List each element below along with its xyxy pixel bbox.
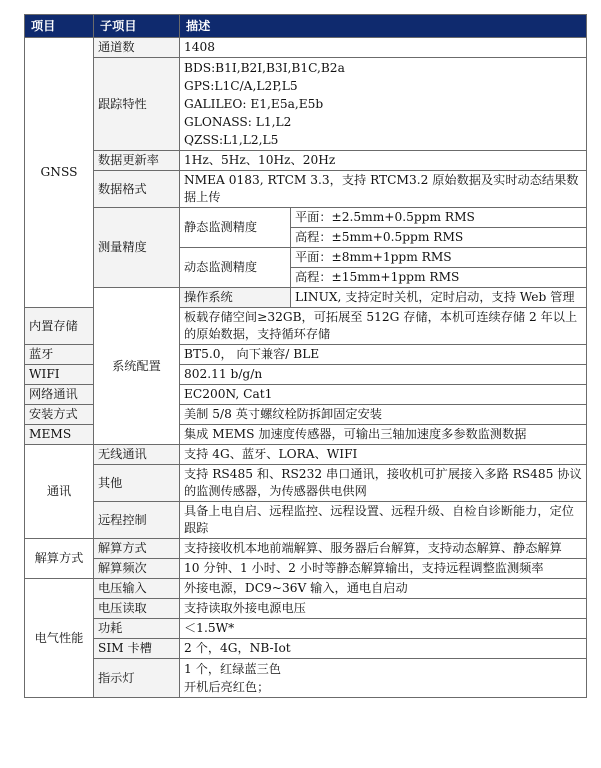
tracking-line: GALILEO: E1,E5a,E5b xyxy=(184,97,324,111)
subitem-label: 网络通讯 xyxy=(25,385,94,405)
subitem-label: 解算方式 xyxy=(94,539,180,559)
subitem-label: 安装方式 xyxy=(25,405,94,425)
description-cell: 支持 RS485 和、RS232 串口通讯，接收机可扩展接入多路 RS485 协议的监测传感器，为传感器供电供网 xyxy=(180,465,587,502)
accuracy-value: 高程：±15mm+1ppm RMS xyxy=(291,268,587,288)
table-row xyxy=(25,619,587,639)
subitem-label: SIM 卡槽 xyxy=(94,639,180,659)
category-electrical: 电气性能 xyxy=(25,579,94,698)
table-row xyxy=(25,539,587,559)
table-row xyxy=(25,465,587,502)
table-row xyxy=(25,208,587,228)
description-cell: LINUX, 支持定时关机，定时启动，支持 Web 管理 xyxy=(291,288,587,308)
subitem-label: 跟踪特性 xyxy=(94,58,180,151)
table-row xyxy=(25,171,587,208)
accuracy-static-label: 静态监测精度 xyxy=(180,208,291,248)
subitem-label: 电压输入 xyxy=(94,579,180,599)
subitem-label: 数据格式 xyxy=(94,171,180,208)
description-cell: 集成 MEMS 加速度传感器，可输出三轴加速度多参数监测数据 xyxy=(180,425,587,445)
description-cell: 板载存储空间≥32GB，可拓展至 512G 存储，本机可连续存储 2 年以上的原始数据，支持循环存储 xyxy=(180,308,587,345)
table-row xyxy=(25,38,587,58)
description-cell: 支持 4G、蓝牙、LORA、WIFI xyxy=(180,445,587,465)
category-solve: 解算方式 xyxy=(25,539,94,579)
table-row xyxy=(25,659,587,698)
description-cell: NMEA 0183, RTCM 3.3，支持 RTCM3.2 原始数据及实时动态结果数据上传 xyxy=(180,171,587,208)
table-row xyxy=(25,639,587,659)
description-cell: 10 分钟、1 小时、2 小时等静态解算输出，支持远程调整监测频率 xyxy=(180,559,587,579)
subitem-label: 解算频次 xyxy=(94,559,180,579)
subitem-label: 数据更新率 xyxy=(94,151,180,171)
accuracy-value: 高程：±5mm+0.5ppm RMS xyxy=(291,228,587,248)
header-description: 描述 xyxy=(180,15,587,38)
tracking-line: GPS:L1C/A,L2P,L5 xyxy=(184,79,298,93)
description-cell: 1Hz、5Hz、10Hz、20Hz xyxy=(180,151,587,171)
subitem-label: 其他 xyxy=(94,465,180,502)
table-row xyxy=(25,579,587,599)
subitem-label: 功耗 xyxy=(94,619,180,639)
category-gnss: GNSS xyxy=(25,38,94,308)
table-row xyxy=(25,599,587,619)
table-row xyxy=(25,502,587,539)
subitem-label: 操作系统 xyxy=(180,288,291,308)
tracking-line: QZSS:L1,L2,L5 xyxy=(184,133,279,147)
tracking-line: BDS:B1I,B2I,B3I,B1C,B2a xyxy=(184,61,345,75)
accuracy-dynamic-label: 动态监测精度 xyxy=(180,248,291,288)
table-row xyxy=(25,559,587,579)
subitem-label: 测量精度 xyxy=(94,208,180,288)
table-row xyxy=(25,288,587,308)
category-comm: 通讯 xyxy=(25,445,94,539)
spec-table xyxy=(24,14,587,698)
tracking-line: GLONASS: L1,L2 xyxy=(184,115,292,129)
subitem-label: 通道数 xyxy=(94,38,180,58)
header-item: 项目 xyxy=(25,15,94,38)
led-line: 1 个，红绿蓝三色 xyxy=(184,662,281,676)
description-cell: 支持接收机本地前端解算、服务器后台解算，支持动态解算、静态解算 xyxy=(180,539,587,559)
led-line: 开机后亮红色； xyxy=(184,680,270,694)
description-cell: 美制 5/8 英寸螺纹栓防拆卸固定安装 xyxy=(180,405,587,425)
description-cell: EC200N, Cat1 xyxy=(180,385,587,405)
accuracy-value: 平面：±8mm+1ppm RMS xyxy=(291,248,587,268)
subitem-label: 内置存储 xyxy=(25,308,94,345)
header-subitem: 子项目 xyxy=(94,15,180,38)
table-row xyxy=(25,151,587,171)
description-cell: 外接电源，DC9~36V 输入，通电自启动 xyxy=(180,579,587,599)
subitem-label: 无线通讯 xyxy=(94,445,180,465)
subitem-label: 电压读取 xyxy=(94,599,180,619)
table-row xyxy=(25,445,587,465)
description-cell xyxy=(180,58,587,151)
description-cell: 802.11 b/g/n xyxy=(180,365,587,385)
description-cell: 支持读取外接电源电压 xyxy=(180,599,587,619)
description-cell: 2 个，4G，NB-Iot xyxy=(180,639,587,659)
description-cell: 1408 xyxy=(180,38,587,58)
category-system: 系统配置 xyxy=(94,288,180,445)
subitem-label: MEMS xyxy=(25,425,94,445)
table-row xyxy=(25,58,587,151)
description-cell: 具备上电自启、远程监控、远程设置、远程升级、自检自诊断能力，定位跟踪 xyxy=(180,502,587,539)
description-cell: ＜1.5W* xyxy=(180,619,587,639)
subitem-label: WIFI xyxy=(25,365,94,385)
description-cell: BT5.0， 向下兼容/ BLE xyxy=(180,345,587,365)
subitem-label: 蓝牙 xyxy=(25,345,94,365)
description-cell xyxy=(180,659,587,698)
subitem-label: 远程控制 xyxy=(94,502,180,539)
accuracy-value: 平面：±2.5mm+0.5ppm RMS xyxy=(291,208,587,228)
subitem-label: 指示灯 xyxy=(94,659,180,698)
table-header xyxy=(25,15,587,38)
